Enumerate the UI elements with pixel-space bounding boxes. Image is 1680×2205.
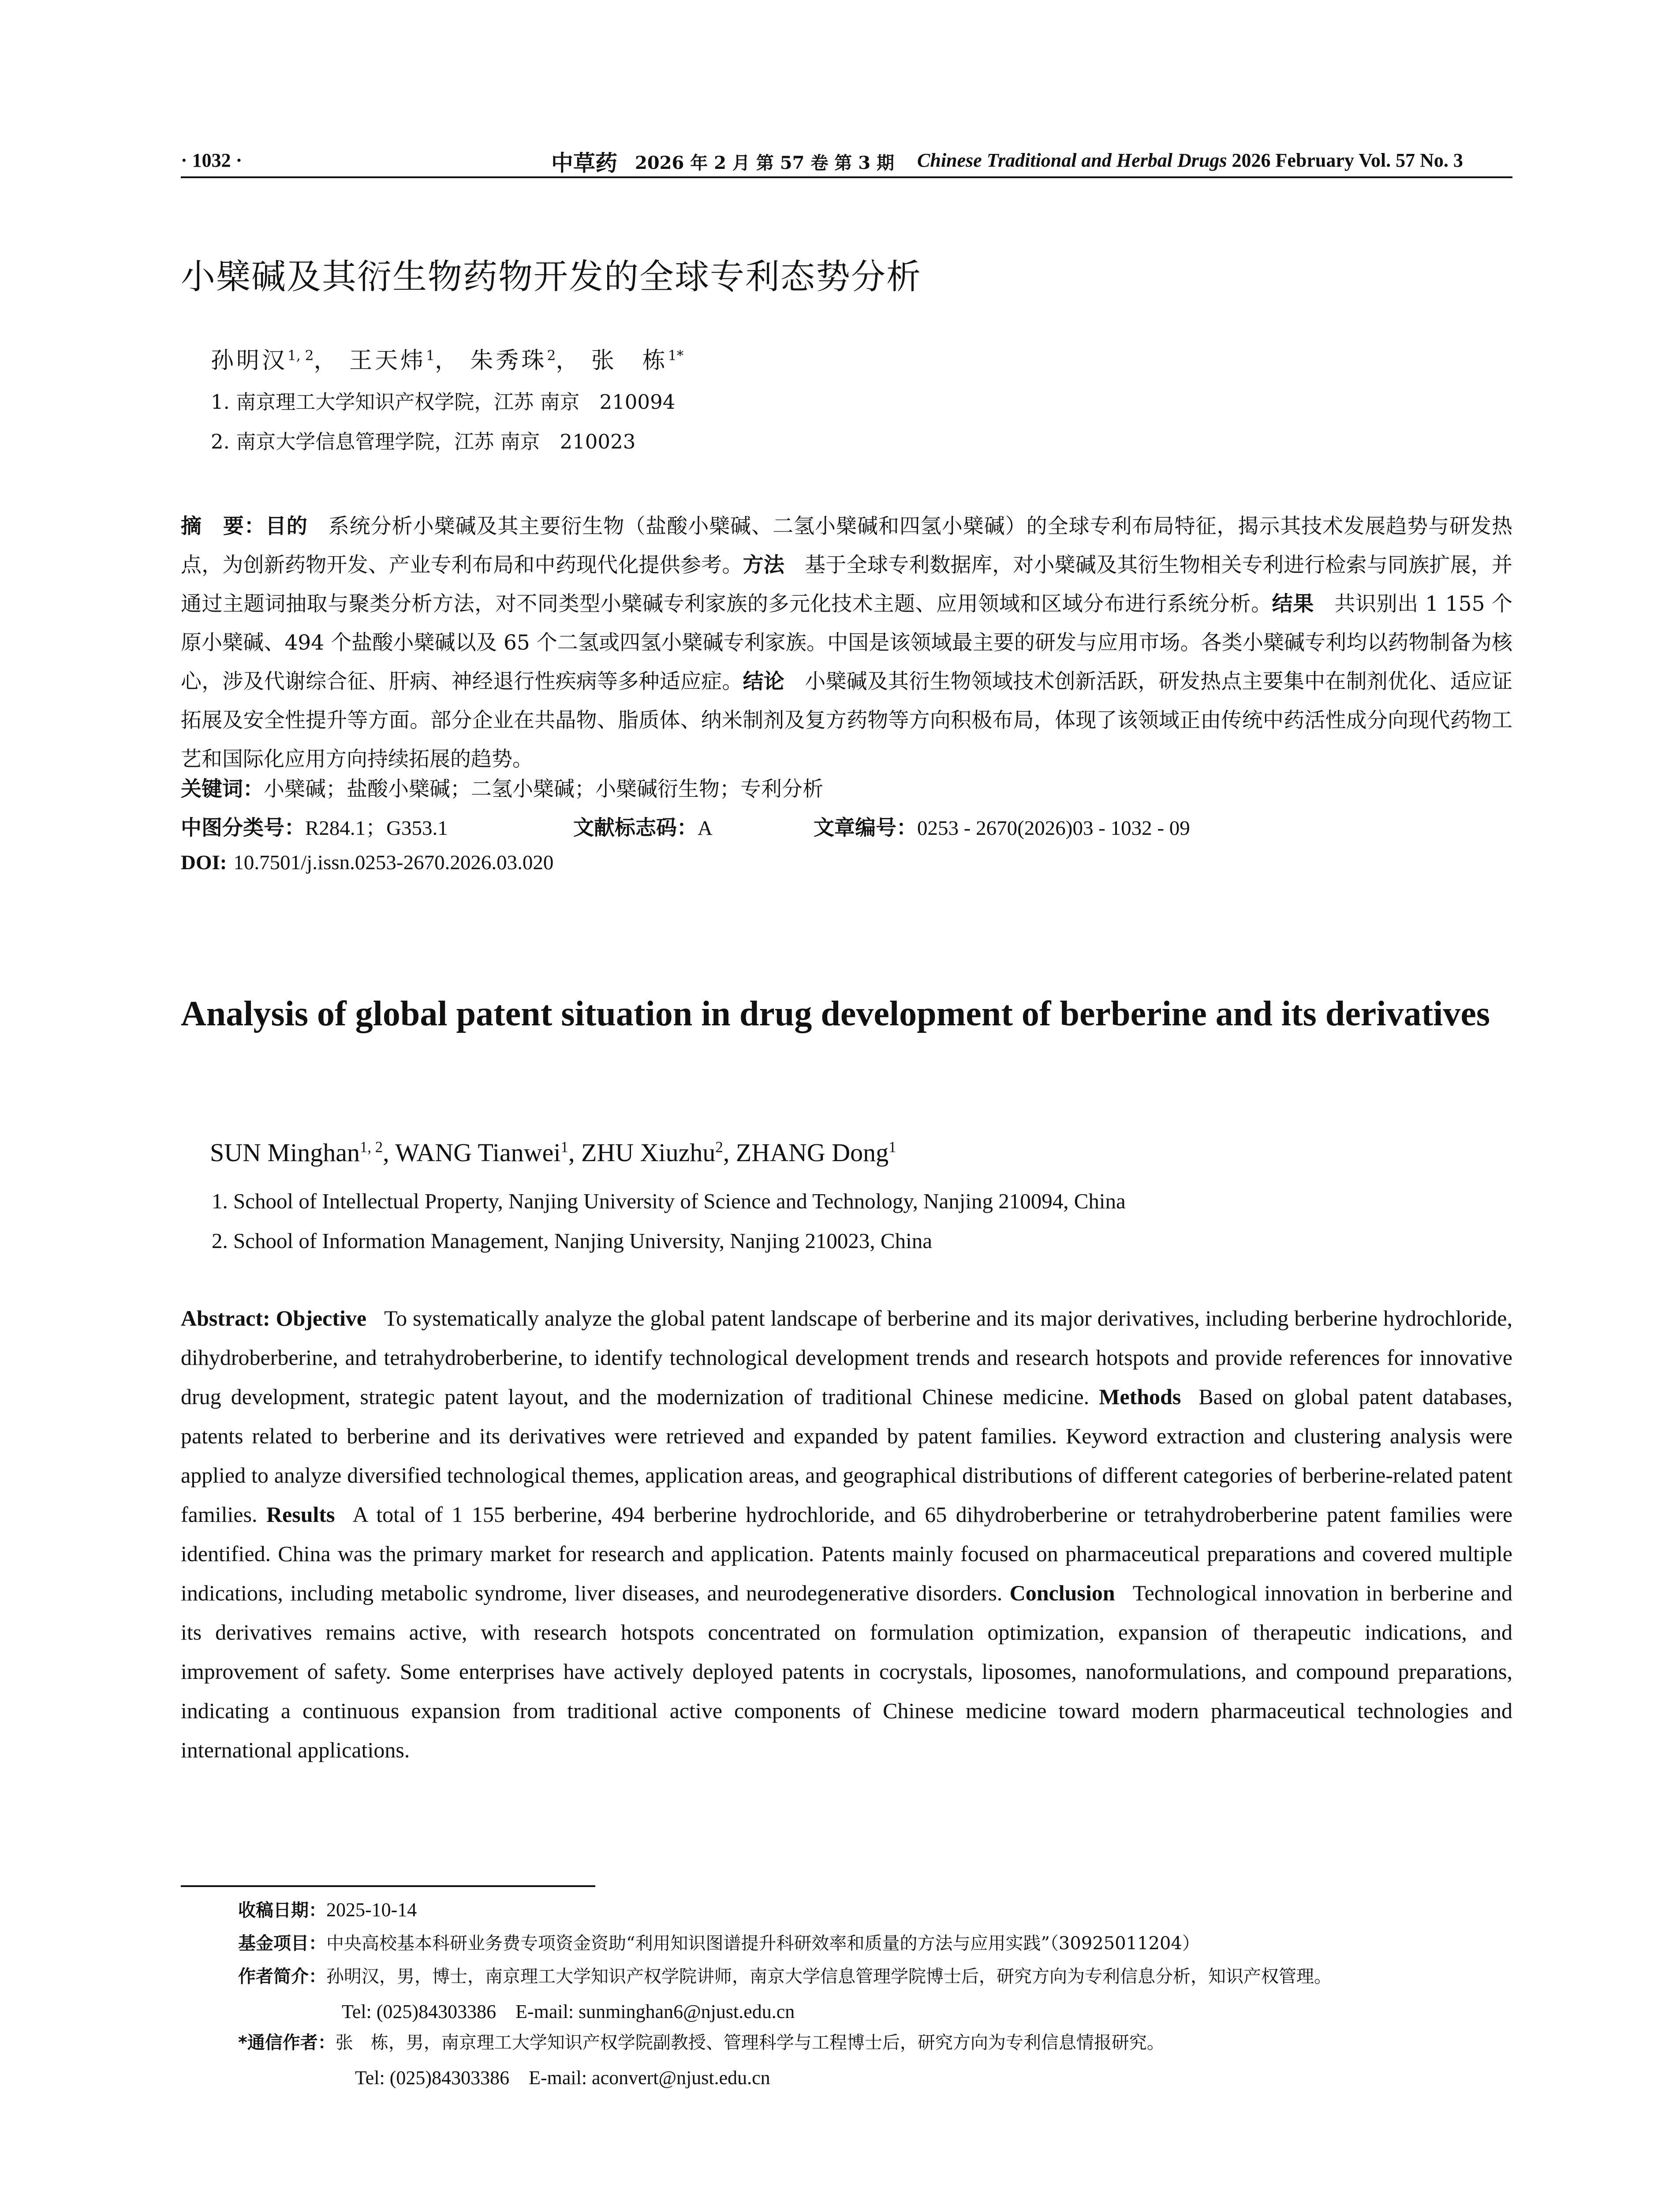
author-affil-mark: 2: [547, 348, 556, 364]
journal-name-en: Chinese Traditional and Herbal Drugs: [917, 149, 1227, 171]
article-number: [814, 811, 1190, 841]
doc-code-label: 文献标志码：: [573, 816, 698, 840]
author-separator: ,: [383, 1138, 396, 1167]
title-en: Analysis of global patent situation in drug development of berberine and its derivatives: [181, 994, 1490, 1033]
affiliation-en: 1. School of Intellectual Property, Nanjing University of Science and Technology, Nanjing 210094, China: [212, 1189, 1126, 1213]
author-separator: ，: [434, 348, 460, 374]
author-affil-mark: 1: [889, 1138, 896, 1156]
author-affil-mark: 1: [560, 1138, 568, 1156]
affiliation-cn: 1. 南京理工大学知识产权学院，江苏 南京 210094: [211, 390, 676, 414]
classification-line: [181, 811, 448, 841]
header-rule: [181, 176, 1512, 178]
doi-link[interactable]: 10.7501/j.issn.0253-2670.2026.03.020: [233, 851, 554, 874]
author-cn: 王天炜: [349, 348, 426, 374]
author-cn: 孙明汉: [211, 348, 288, 374]
authors-en: [210, 1138, 896, 1167]
results-label-cn: 结果: [1272, 592, 1314, 616]
methods-label-en: Methods: [1099, 1384, 1181, 1409]
author-separator: ,: [723, 1138, 736, 1167]
clc-label: 中图分类号：: [181, 816, 305, 840]
results-label-en: Results: [266, 1502, 335, 1527]
authors-cn: [211, 342, 683, 375]
conclusion-label-cn: 结论: [743, 669, 784, 694]
footnote-corresponding: [238, 2029, 1517, 2054]
doc-code-value: A: [698, 817, 713, 840]
doi-line: [181, 850, 553, 875]
footnote-corresponding-contact: [355, 2062, 1634, 2090]
corresponding-label: *通信作者：: [238, 2033, 336, 2053]
author-affil-mark: 2: [715, 1138, 723, 1156]
doi-label: DOI:: [181, 851, 227, 874]
footnote-rule: [181, 1885, 595, 1887]
clc-value: R284.1；G353.1: [305, 817, 448, 840]
footnote-bio: [238, 1962, 1517, 1988]
affiliation-cn: 2. 南京大学信息管理学院，江苏 南京 210023: [211, 430, 636, 453]
footnote-received: [238, 1896, 1517, 1921]
results-text-cn: 共识别出 1 155 个原小檗碱、494 个盐酸小檗碱以及 65 个二氢或四氢小檗碱专利家族。中国是该领域最主要的研发与应用市场。各类小檗碱专利均以药物制备为核心，涉及代谢综合征、肝病、神经退行性疾病等多种适应症。: [181, 592, 1513, 694]
objective-text-en: To systematically analyze the global patent landscape of berberine and its major derivatives, including berberine hydrochloride, dihydroberberine, and tetrahydroberberine, to identify technological development trends and research hotspots and provide references for innovative drug development, strategic patent layout, and the modernization of traditional Chinese medicine.: [181, 1306, 1512, 1409]
author-cn: 朱秀珠: [470, 348, 547, 374]
bio-contact: Tel: (025)84303386 E-mail: sunminghan6@njust.edu.cn: [342, 2001, 795, 2022]
abstract-en: [181, 1299, 1512, 1770]
footnote-fund: [238, 1929, 1517, 1955]
author-en: ZHANG Dong: [735, 1138, 889, 1167]
affiliation-en: 2. School of Information Management, Nanjing University, Nanjing 210023, China: [212, 1229, 932, 1253]
keywords-value-cn: 小檗碱；盐酸小檗碱；二氢小檗碱；小檗碱衍生物；专利分析: [264, 777, 823, 801]
conclusion-label-en: Conclusion: [1009, 1581, 1115, 1605]
journal-info-en: [917, 149, 1463, 172]
journal-name-cn: 中草药: [551, 150, 617, 176]
footnote-bio-contact: [342, 1996, 1620, 2024]
methods-text-cn: 基于全球专利数据库，对小檗碱及其衍生物相关专利进行检索与同族扩展，并通过主题词抽取与聚类分析方法，对不同类型小檗碱专利家族的多元化技术主题、应用领域和区域分布进行系统分析。: [181, 553, 1513, 616]
author-affil-mark: 1: [426, 348, 435, 364]
bio-label: 作者简介：: [238, 1966, 326, 1987]
article-number-value: 0253 - 2670(2026)03 - 1032 - 09: [917, 817, 1190, 840]
author-separator: ，: [556, 348, 582, 374]
abstract-label-cn: 摘 要：: [181, 514, 265, 538]
corresponding-contact: Tel: (025)84303386 E-mail: aconvert@njust.edu.cn: [355, 2067, 770, 2089]
received-date: 2025-10-14: [326, 1899, 417, 1921]
fund-label: 基金项目：: [238, 1933, 326, 1954]
author-en: ZHU Xiuzhu: [581, 1138, 716, 1167]
author-affil-mark: 1, 2: [287, 348, 314, 364]
conclusion-text-cn: 小檗碱及其衍生物领域技术创新活跃，研发热点主要集中在制剂优化、适应证拓展及安全性提升等方面。部分企业在共晶物、脂质体、纳米制剂及复方药物等方向积极布局，体现了该领域正由传统中药活性成分向现代药物工艺和国际化应用方向持续拓展的趋势。: [181, 669, 1513, 771]
author-affil-mark: 1, 2: [359, 1138, 383, 1156]
author-cn: 张 栋: [591, 348, 668, 374]
conclusion-text-en: Technological innovation in berberine and its derivatives remains active, with research hotspots concentrated on formulation optimization, expansion of therapeutic indications, and improvement of safety. Some enterprises have actively deployed patents in cocrystals, liposomes, nanoformulations, and compound preparations, indicating a continuous expansion from traditional active components of Chinese medicine toward modern pharmaceutical technologies and international applications.: [181, 1581, 1513, 1762]
objective-label-cn: 目的: [265, 514, 308, 538]
issue-info-en: 2026 February Vol. 57 No. 3: [1232, 149, 1463, 171]
author-affil-mark: 1*: [668, 348, 684, 364]
title-cn: 小檗碱及其衍生物药物开发的全球专利态势分析: [181, 257, 922, 297]
fund-text: 中央高校基本科研业务费专项资金资助“利用知识图谱提升科研效率和质量的方法与应用实践”（30925011204）: [326, 1933, 1200, 1954]
keywords-label-cn: 关键词：: [181, 777, 264, 801]
bio-text: 孙明汉，男，博士，南京理工大学知识产权学院讲师，南京大学信息管理学院博士后，研究方向为专利信息分析，知识产权管理。: [326, 1966, 1332, 1987]
results-text-en: A total of 1 155 berberine, 494 berberine hydrochloride, and 65 dihydroberberine or tetrahydroberberine patent families were identified. China was the primary market for research and application. Patents mainly focused on pharmaceutical preparations and covered multiple indications, including metabolic syndrome, liver diseases, and neurodegenerative disorders.: [181, 1502, 1513, 1605]
corresponding-text: 张 栋，男，南京理工大学知识产权学院副教授、管理科学与工程博士后，研究方向为专利信息情报研究。: [335, 2033, 1165, 2053]
document-code: [573, 811, 713, 841]
author-en: WANG Tianwei: [395, 1138, 561, 1167]
author-separator: ,: [568, 1138, 581, 1167]
abstract-cn: [181, 507, 1512, 779]
author-en: SUN Minghan: [210, 1138, 360, 1167]
author-separator: ，: [314, 348, 340, 374]
issue-info-cn: 2026 年 2 月 第 57 卷 第 3 期: [635, 153, 894, 173]
methods-text-en: Based on global patent databases, patents related to berberine and its derivatives were retrieved and expanded by patent families. Keyword extraction and clustering analysis were applied to analyze diversified technological themes, application areas, and geographical distributions of different categories of berberine-related patent families.: [181, 1384, 1512, 1527]
abstract-objective-label-en: Abstract: Objective: [181, 1306, 367, 1330]
methods-label-cn: 方法: [743, 553, 784, 577]
received-label: 收稿日期：: [238, 1900, 326, 1921]
article-number-label: 文章编号：: [814, 816, 917, 840]
running-header: [181, 146, 1512, 176]
objective-text-cn: 系统分析小檗碱及其主要衍生物（盐酸小檗碱、二氢小檗碱和四氢小檗碱）的全球专利布局特征，揭示其技术发展趋势与研发热点，为创新药物开发、产业专利布局和中药现代化提供参考。: [181, 514, 1513, 577]
keywords-cn: [181, 773, 823, 802]
page-number: · 1032 ·: [181, 149, 243, 171]
